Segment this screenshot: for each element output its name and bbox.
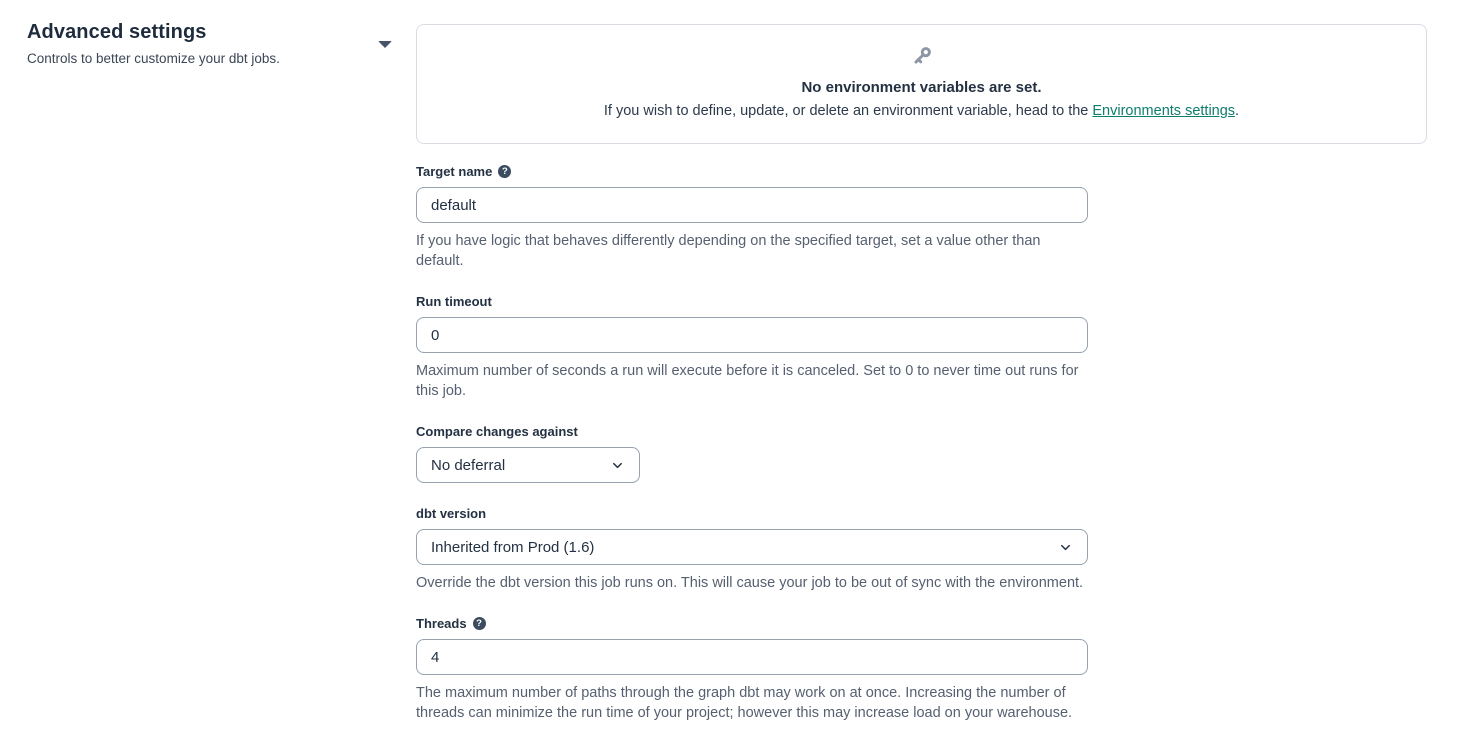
environments-settings-link[interactable]: Environments settings xyxy=(1092,103,1236,119)
compare-changes-group xyxy=(416,424,1088,483)
threads-input[interactable] xyxy=(416,639,1088,675)
target-name-helper: If you have logic that behaves differently depending on the specified target, set a value other than default. xyxy=(416,233,1041,269)
run-timeout-input[interactable] xyxy=(416,317,1088,353)
dbt-version-label: dbt version xyxy=(416,506,487,521)
threads-group xyxy=(416,616,1088,723)
env-variables-empty-card xyxy=(416,24,1427,144)
threads-helper: The maximum number of paths through the graph dbt may work on at once. Increasing the number of threads can minimize the run time of your project; however this may increase load on your warehouse. xyxy=(416,685,1073,721)
run-timeout-label-row xyxy=(416,294,1088,309)
page-subtitle: Controls to better customize your dbt jobs. xyxy=(27,51,280,66)
run-timeout-group xyxy=(416,294,1088,401)
dbt-version-label-row xyxy=(416,506,1088,521)
page-title: Advanced settings xyxy=(27,21,207,43)
target-name-label: Target name xyxy=(416,164,493,179)
threads-label-row xyxy=(416,616,1088,631)
help-icon[interactable]: ? xyxy=(498,165,511,178)
target-name-input[interactable] xyxy=(416,187,1088,223)
section-header xyxy=(0,0,416,66)
settings-content xyxy=(416,0,1458,746)
env-card-body-suffix: . xyxy=(1235,103,1240,119)
env-card-body-prefix: If you wish to define, update, or delete an environment variable, head to the xyxy=(603,103,1093,119)
run-timeout-helper: Maximum number of seconds a run will execute before it is canceled. Set to 0 to never time out runs for this job. xyxy=(416,363,1079,399)
env-card-title: No environment variables are set. xyxy=(801,79,1042,96)
help-icon[interactable]: ? xyxy=(473,617,486,630)
key-icon xyxy=(911,45,933,67)
dbt-version-select[interactable] xyxy=(416,529,1088,565)
chevron-down-icon xyxy=(610,458,625,473)
compare-changes-label-row xyxy=(416,424,1088,439)
target-name-label-row xyxy=(416,164,1088,179)
caret-down-icon xyxy=(378,41,392,48)
compare-changes-label: Compare changes against xyxy=(416,424,578,439)
advanced-settings-form xyxy=(416,164,1088,723)
collapse-section-toggle[interactable] xyxy=(378,41,392,49)
dbt-version-value: Inherited from Prod (1.6) xyxy=(431,538,595,556)
compare-changes-value: No deferral xyxy=(431,456,506,474)
env-card-body xyxy=(441,103,1402,119)
dbt-version-helper: Override the dbt version this job runs on. This will cause your job to be out of sync with the environment. xyxy=(416,575,1084,591)
dbt-version-group xyxy=(416,506,1088,593)
compare-changes-select[interactable] xyxy=(416,447,640,483)
threads-label: Threads xyxy=(416,616,467,631)
chevron-down-icon xyxy=(1058,540,1073,555)
target-name-group xyxy=(416,164,1088,271)
run-timeout-label: Run timeout xyxy=(416,294,492,309)
